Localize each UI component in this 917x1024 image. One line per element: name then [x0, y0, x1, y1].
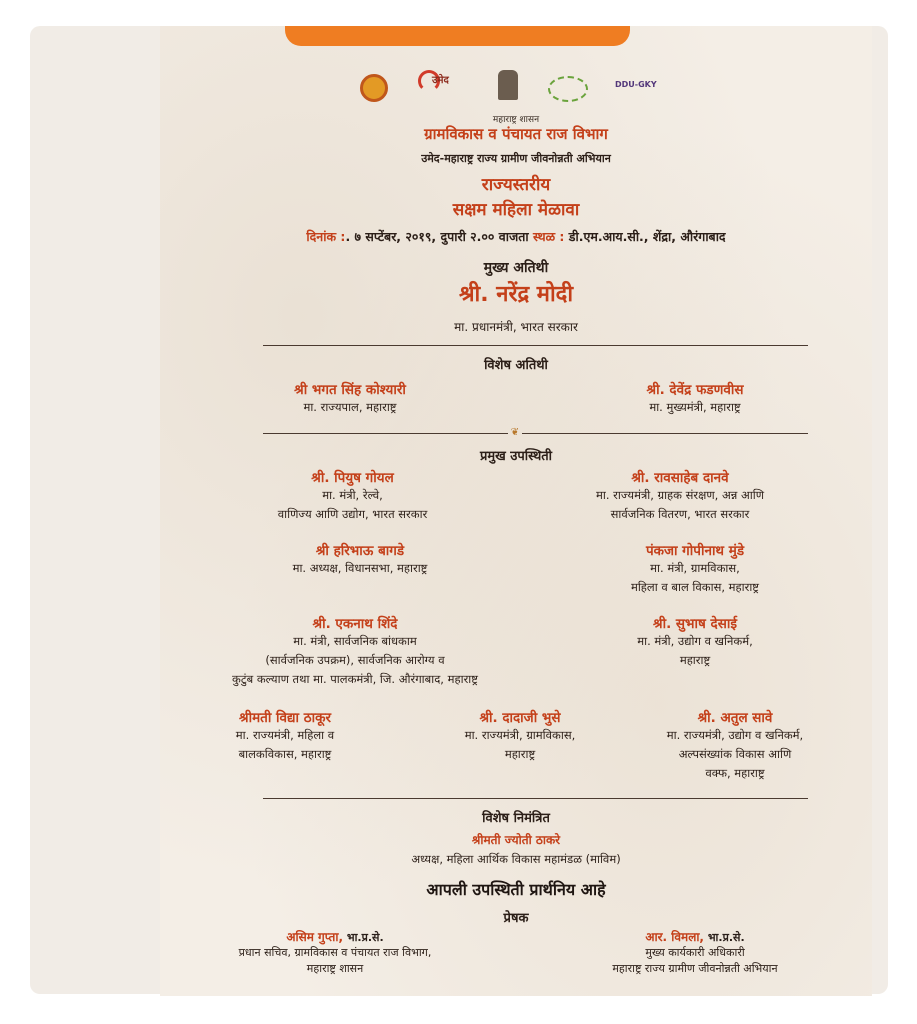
- event-level: राज्यस्तरीय: [481, 175, 551, 195]
- chief-guest-name: श्री. नरेंद्र मोदी: [458, 282, 574, 307]
- presence-person-8: [420, 708, 620, 764]
- special-guests-label: विशेष अतिथी: [484, 358, 548, 373]
- divider: [522, 433, 808, 434]
- nrlm-logo: [548, 76, 588, 102]
- person-name: श्रीमती विद्या ठाकूर: [239, 710, 331, 726]
- special-invitee-role: अध्यक्ष, महिला आर्थिक विकास महामंडळ (माविम): [411, 852, 621, 866]
- person-name: श्री. रावसाहेब दानवे: [631, 470, 729, 486]
- department-title: ग्रामविकास व पंचायत राज विभाग: [424, 125, 608, 143]
- presence-person-9: [620, 708, 850, 783]
- person-suffix: भा.प्र.से.: [346, 931, 384, 944]
- presence-person-5: [190, 614, 520, 689]
- sender-name-line: [545, 928, 845, 945]
- person-name: आर. विमला,: [645, 930, 704, 944]
- chief-guest-label: मुख्य अतिथी: [483, 260, 549, 276]
- person-role: महाराष्ट्र राज्य ग्रामीण जीवनोन्नती अभियान: [612, 962, 778, 975]
- person-name: श्री. एकनाथ शिंदे: [312, 616, 398, 632]
- special-invitee-label: विशेष निमंत्रित: [482, 811, 550, 826]
- person-name: श्री. सुभाष देसाई: [653, 616, 737, 632]
- person-role: मा. मंत्री, सार्वजनिक बांधकाम: [293, 634, 417, 648]
- person-role: बालकविकास, महाराष्ट्र: [238, 747, 332, 761]
- person-role: मा. राज्यमंत्री, उद्योग व खनिकर्म,: [666, 728, 804, 742]
- special-invitee-name: श्रीमती ज्योती ठाकरे: [471, 833, 561, 847]
- person-role: मा. मंत्री, रेल्वे,: [322, 488, 383, 502]
- special-guest-1: [245, 380, 455, 417]
- date-value: . ७ सप्टेंबर, २०१९, दुपारी २.०० वाजता: [345, 229, 529, 244]
- presence-person-2: [555, 468, 805, 524]
- person-role: मा. राज्यपाल, महाराष्ट्र: [303, 400, 397, 414]
- presence-label: प्रमुख उपस्थिती: [479, 449, 553, 464]
- person-role: मा. राज्यमंत्री, ग्रामविकास,: [464, 728, 576, 742]
- presence-person-6: [575, 614, 815, 670]
- govt-label: महाराष्ट्र शासन: [492, 115, 540, 125]
- person-role: मा. मुख्यमंत्री, महाराष्ट्र: [649, 400, 741, 414]
- person-name: श्री. अतुल सावे: [697, 710, 773, 726]
- logo-strip: [360, 70, 680, 110]
- presence-person-3: [240, 541, 480, 578]
- person-role: मा. मंत्री, ग्रामविकास,: [650, 561, 740, 575]
- person-suffix: भा.प्र.से.: [707, 931, 745, 944]
- ornament-icon: ❦: [510, 427, 520, 438]
- sender-label: प्रेषक: [503, 911, 529, 926]
- divider: [263, 433, 508, 434]
- mission-title: उमेद-महाराष्ट्र राज्य ग्रामीण जीवनोन्नती अभियान: [421, 152, 611, 165]
- umed-logo-text: उमेद: [432, 75, 449, 86]
- divider: [263, 345, 808, 346]
- sender-name-line: [200, 928, 470, 945]
- person-role: मा. राज्यमंत्री, ग्राहक संरक्षण, अन्न आणि: [595, 488, 765, 502]
- person-role: महाराष्ट्र: [679, 653, 711, 667]
- person-role: मुख्य कार्यकारी अधिकारी: [645, 946, 745, 959]
- person-name: श्री. देवेंद्र फडणवीस: [646, 382, 744, 398]
- presence-person-7: [185, 708, 385, 764]
- chief-guest-role: मा. प्रधानमंत्री, भारत सरकार: [454, 320, 578, 334]
- event-name: सक्षम महिला मेळावा: [452, 200, 580, 220]
- person-name: श्री हरिभाऊ बागडे: [315, 543, 405, 559]
- special-guest-2: [590, 380, 800, 417]
- ddu-gky-logo: DDU-GKY: [615, 80, 657, 89]
- divider: [263, 798, 808, 799]
- person-role: वक्फ, महाराष्ट्र: [705, 766, 765, 780]
- umed-logo: [418, 70, 462, 106]
- presence-person-1: [230, 468, 475, 524]
- ashoka-emblem-icon: [498, 70, 518, 100]
- person-role: महिला व बाल विकास, महाराष्ट्र: [630, 580, 760, 594]
- person-role: महाराष्ट्र शासन: [306, 962, 364, 975]
- person-name: पंकजा गोपीनाथ मुंडे: [645, 543, 745, 559]
- person-role: मा. मंत्री, उद्योग व खनिकर्म,: [637, 634, 753, 648]
- closing-line: आपली उपस्थिती प्रार्थनिय आहे: [426, 880, 606, 899]
- person-role: वाणिज्य आणि उद्योग, भारत सरकार: [277, 507, 428, 521]
- sender-2: [545, 928, 845, 977]
- maharashtra-seal-icon: [360, 74, 388, 102]
- sender-1: [200, 928, 470, 977]
- person-role: प्रधान सचिव, ग्रामविकास व पंचायत राज विभाग,: [238, 946, 432, 959]
- person-name: असिम गुप्ता,: [286, 930, 344, 944]
- presence-person-4: [575, 541, 815, 597]
- person-role: मा. राज्यमंत्री, महिला व: [235, 728, 335, 742]
- person-name: श्री. दादाजी भुसे: [479, 710, 561, 726]
- date-place-line: [160, 228, 872, 245]
- person-role: मा. अध्यक्ष, विधानसभा, महाराष्ट्र: [292, 561, 428, 575]
- person-role: कुटुंब कल्याण तथा मा. पालकमंत्री, जि. औरंगाबाद, महाराष्ट्र: [232, 672, 478, 686]
- person-name: श्री भगत सिंह कोश्यारी: [294, 382, 406, 398]
- place-value: डी.एम.आय.सी., शेंद्रा, औरंगाबाद: [568, 229, 726, 244]
- person-role: महाराष्ट्र: [504, 747, 536, 761]
- person-role: सार्वजनिक वितरण, भारत सरकार: [610, 507, 750, 521]
- person-role: अल्पसंख्यांक विकास आणि: [678, 747, 792, 761]
- top-orange-tab: [285, 26, 630, 46]
- person-name: श्री. पियुष गोयल: [311, 470, 394, 486]
- date-label: दिनांक :: [306, 229, 346, 244]
- place-label: स्थळ :: [532, 229, 565, 244]
- person-role: (सार्वजनिक उपक्रम), सार्वजनिक आरोग्य व: [265, 653, 445, 667]
